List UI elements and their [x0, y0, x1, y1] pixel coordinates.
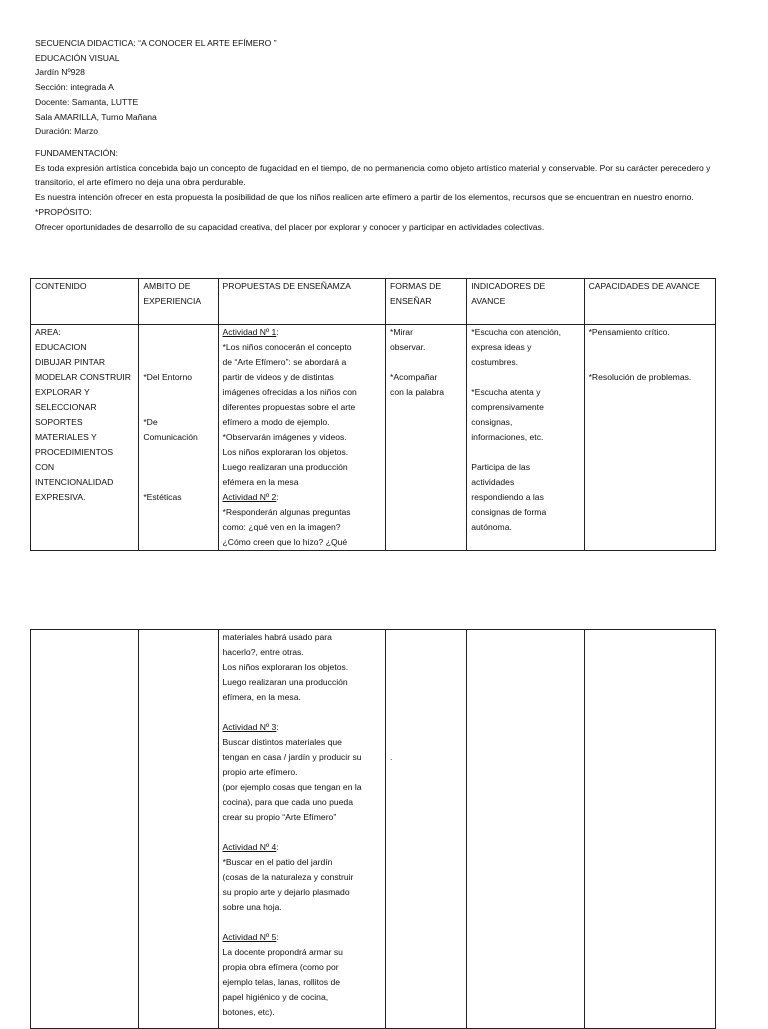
activity-1-title: Actividad Nº 1	[222, 327, 277, 337]
contenido-line: MATERIALES Y	[35, 432, 97, 442]
propuesta-line: papel higiénico y de cocina,	[222, 992, 329, 1002]
fundamentacion-paragraph-2: Es nuestra intención ofrecer en esta propuesta la posibilidad de que los niños realicen arte efímero a partir de los elementos, recursos que se encuentran en nuestro enorno.	[35, 192, 694, 203]
propuestas-cell-continued: materiales habrá usado para hacerlo?, entre otras. Los niños exploraran los objetos. Luego realizaran una producción efímera, en la mesa. Actividad Nº 3: Buscar distintos materiales que tengan en casa / jardín y producir su propio arte efímero. (por ejemplo cosas que tengan en la cocina), para que cada uno pueda crear su propio “Arte Efímero” Actividad Nº 4: *Buscar en el patio del jardín (cosas de la naturaleza y construir su propio arte y dejarlo plasmado sobre una hoja. Actividad Nº 5: La docente propondrá armar su propia obra efímera (como por ejemplo telas, lanas, rollitos de papel higiénico y de cocina, botones, etc).	[218, 630, 385, 1029]
contenido-line: CON	[35, 462, 55, 472]
ambito-cell-empty	[139, 630, 218, 1029]
fundamentacion-section	[35, 146, 725, 234]
propuesta-line: efémera en la mesa	[222, 477, 299, 487]
propuesta-line: su propio arte y dejarlo plasmado	[222, 887, 350, 897]
indicadores-cell-empty	[467, 630, 584, 1029]
propuesta-line: como: ¿qué ven en la imagen?	[222, 522, 341, 532]
propuesta-line: de “Arte Efímero”: se abordará a	[222, 357, 347, 367]
formas-line: observar.	[390, 342, 426, 352]
propuesta-line: *Responderán algunas preguntas	[222, 507, 351, 517]
capacidad-line: *Pensamiento crítico.	[588, 327, 670, 337]
document-header	[35, 36, 277, 139]
propuesta-line: *Observarán imágenes y videos.	[222, 432, 347, 442]
contenido-line: EDUCACION	[35, 342, 87, 352]
contenido-line: EXPRESIVA.	[35, 492, 86, 502]
school-name: Jardín Nº928	[35, 67, 85, 78]
header-capacidades: CAPACIDADES DE AVANCE	[584, 279, 715, 325]
propuesta-line: (cosas de la naturaleza y construir	[222, 872, 354, 882]
propuesta-line: hacerlo?, entre otras.	[222, 647, 304, 657]
formas-dot: .	[390, 752, 393, 762]
sequence-table	[30, 278, 716, 551]
table-row	[31, 630, 716, 1029]
contenido-line: MODELAR CONSTRUIR	[35, 372, 131, 382]
header-indicadores: INDICADORES DE AVANCE	[467, 279, 584, 325]
activity-2-title: Actividad Nº 2	[222, 492, 277, 502]
propuesta-line: efímera, en la mesa.	[222, 692, 301, 702]
ambito-de: *De	[143, 417, 158, 427]
formas-cell-continued	[386, 630, 467, 1029]
propuesta-line: sobre una hoja.	[222, 902, 282, 912]
proposito-text: Ofrecer oportunidades de desarrollo de su capacidad creativa, del placer por explorar y conocer y participar en actividades colectivas.	[35, 221, 545, 232]
propuesta-line: Los niños exploraran los objetos.	[222, 447, 349, 457]
header-contenido: CONTENIDO	[31, 279, 139, 325]
indicador-line: consignas de forma	[471, 507, 547, 517]
subject-area: EDUCACIÓN VISUAL	[35, 52, 120, 63]
ambito-cell	[139, 325, 218, 551]
contenido-line: INTENCIONALIDAD	[35, 477, 114, 487]
indicador-line: respondiendo a las	[471, 492, 544, 502]
activity-5-title: Actividad Nº 5	[222, 932, 277, 942]
sequence-table-continued	[30, 629, 716, 1029]
activity-4-title: Actividad Nº 4	[222, 842, 277, 852]
activity-3-title: Actividad Nº 3	[222, 722, 277, 732]
capacidades-cell	[584, 325, 715, 551]
propuesta-line: *Buscar en el patio del jardín	[222, 857, 333, 867]
propuesta-line: efímero a modo de ejemplo.	[222, 417, 330, 427]
propuesta-line: crear su propio “Arte Efímero”	[222, 812, 337, 822]
contenido-line: SELECCIONAR	[35, 402, 97, 412]
propuesta-line: Luego realizaran una producción	[222, 462, 348, 472]
indicador-line: *Escucha atenta y	[471, 387, 541, 397]
proposito-heading: *PROPÓSITO:	[35, 206, 92, 217]
contenido-cell	[31, 325, 139, 551]
duration-info: Duración: Marzo	[35, 126, 99, 137]
propuesta-line: ejemplo telas, lanas, rollitos de	[222, 977, 341, 987]
propuesta-line: propia obra efímera (como por	[222, 962, 339, 972]
indicador-line: *Escucha con atención,	[471, 327, 562, 337]
fundamentacion-paragraph-1: Es toda expresión artística concebida bajo un concepto de fugacidad en el tiempo, de no permanencia como objeto artístico material y conservable. Por su carácter perecedero y transitorio, el arte efímero no deja una obra perdurable.	[35, 162, 711, 188]
teacher-info: Docente: Samanta, LUTTE	[35, 96, 139, 107]
propuesta-line: materiales habrá usado para	[222, 632, 332, 642]
propuesta-line: (por ejemplo cosas que tengan en la	[222, 782, 362, 792]
section-info: Sección: integrada A	[35, 82, 114, 93]
formas-line: *Mirar	[390, 327, 413, 337]
indicador-line: consignas,	[471, 417, 513, 427]
table-header-row	[31, 279, 716, 325]
fundamentacion-heading: FUNDAMENTACIÓN:	[35, 148, 118, 158]
contenido-line: DIBUJAR PINTAR	[35, 357, 106, 367]
propuesta-line: propio arte efímero.	[222, 767, 298, 777]
propuesta-line: ¿Cómo creen que lo hizo? ¿Qué	[222, 537, 348, 547]
contenido-line: SOPORTES	[35, 417, 83, 427]
capacidad-line: *Resolución de problemas.	[588, 372, 692, 382]
propuestas-cell: Actividad Nº 1: *Los niños conocerán el concepto de “Arte Efímero”: se abordará a partir de videos y de distintas imágenes ofrecidas a los niños con diferentes propuestas sobre el arte efímero a modo de ejemplo. *Observarán imágenes y videos. Los niños exploraran los objetos. Luego realizaran una producción efémera en la mesa Actividad Nº 2: *Responderán algunas preguntas como: ¿qué ven en la imagen? ¿Cómo creen que lo hizo? ¿Qué	[218, 325, 385, 551]
propuesta-line: partir de videos y de distintas	[222, 372, 334, 382]
room-info: Sala AMARILLA, Turno Mañana	[35, 111, 157, 122]
contenido-cell-empty	[31, 630, 139, 1029]
indicador-line: actividades	[471, 477, 515, 487]
propuesta-line: *Los niños conocerán el concepto	[222, 342, 352, 352]
indicadores-cell	[467, 325, 584, 551]
indicador-line: comprensivamente	[471, 402, 544, 412]
indicador-line: costumbres.	[471, 357, 519, 367]
formas-line: con la palabra	[390, 387, 445, 397]
propuesta-line: La docente propondrá armar su	[222, 947, 343, 957]
propuesta-line: imágenes ofrecidas a los niños con	[222, 387, 357, 397]
propuesta-line: tengan en casa / jardín y producir su	[222, 752, 362, 762]
header-ambito: AMBITO DE EXPERIENCIA	[139, 279, 218, 325]
ambito-entorno: *Del Entorno	[143, 372, 193, 382]
indicador-line: Participa de las	[471, 462, 531, 472]
header-propuestas: PROPUESTAS DE ENSEÑAMZA	[218, 279, 385, 325]
header-formas: FORMAS DE ENSEÑAR	[386, 279, 467, 325]
table-row	[31, 325, 716, 551]
contenido-line: PROCEDIMIENTOS	[35, 447, 114, 457]
propuesta-line: diferentes propuestas sobre el arte	[222, 402, 356, 412]
propuesta-line: Luego realizaran una producción	[222, 677, 348, 687]
sequence-title: SECUENCIA DIDACTICA: “A CONOCER EL ARTE EFÍMERO ”	[35, 38, 277, 48]
ambito-esteticas: *Estéticas	[143, 492, 182, 502]
formas-line: *Acompañar	[390, 372, 438, 382]
propuesta-line: Los niños exploraran los objetos.	[222, 662, 349, 672]
indicador-line: autónoma.	[471, 522, 512, 532]
indicador-line: expresa ideas y	[471, 342, 532, 352]
propuesta-line: Buscar distintos materiales que	[222, 737, 342, 747]
capacidades-cell-empty	[584, 630, 715, 1029]
contenido-line: AREA:	[35, 327, 61, 337]
propuesta-line: cocina), para que cada uno pueda	[222, 797, 353, 807]
ambito-comunicacion: Comunicación	[143, 432, 198, 442]
propuesta-line: botones, etc).	[222, 1007, 275, 1017]
formas-cell	[386, 325, 467, 551]
contenido-line: EXPLORAR Y	[35, 387, 90, 397]
indicador-line: informaciones, etc.	[471, 432, 544, 442]
